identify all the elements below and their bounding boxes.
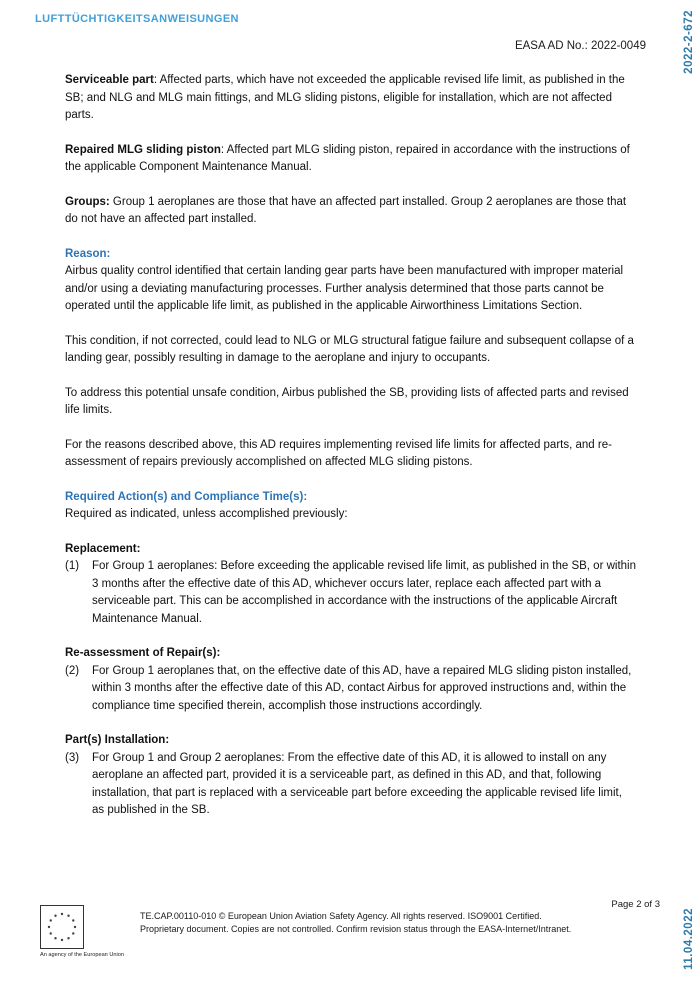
action-item-number: (2) [65,664,80,677]
reason-paragraph: To address this potential unsafe condition, Airbus published the SB, providing lists of affected parts and revised life limits. [65,386,629,416]
definition-serviceable-part [65,72,637,125]
definition-text: : Affected parts, which have not exceeded the applicable revised life limit, as published in the SB; and NLG and MLG main fittings, and MLG sliding pistons, eligible for installation, which are not affected parts. [65,74,625,121]
reason-paragraph: For the reasons described above, this AD requires implementing revised life limits for affected parts, and re-assessment of repairs previously accomplished on affected MLG sliding pistons. [65,438,612,468]
action-item-number: (1) [65,560,80,572]
action-item-1 [65,558,637,628]
page-footer [0,892,700,962]
eu-flag-logo [40,905,84,949]
action-item-text: For Group 1 aeroplanes: Before exceeding the applicable revised life limit, as published in the SB, or within 3 months after the effective date of this AD, whichever occurs later, replace each affected part with a serviceable part. This can be accomplished in accordance with the instructions of the applicable Aircraft Maintenance Manual. [92,560,636,625]
action-item-3 [65,750,637,820]
action-title-parts-installation: Part(s) Installation: [65,734,170,746]
action-item-text: For Group 1 and Group 2 aeroplanes: From the effective date of this AD, it is allowed to install on any aeroplane an affected part, provided it is a serviceable part, as defined in this AD, and that, following installation, that part is replaced with a serviceable part before exceeding the applicable revised life limit, as published in the SB. [92,751,622,816]
definition-groups [65,194,637,229]
margin-date: 11.04.2022 [683,908,695,970]
document-type-header: LUFTTÜCHTIGKEITSANWEISUNGEN [35,13,239,25]
reason-paragraph: This condition, if not corrected, could lead to NLG or MLG structural fatigue failure and subsequent collapse of a landing gear, possibly resulting in damage to the aeroplane and injury to occupants. [65,334,634,364]
action-title-replacement: Replacement: [65,542,141,555]
definition-term: Repaired MLG sliding piston [65,143,221,156]
page-number: Page 2 of 3 [611,899,660,910]
action-item-number: (3) [65,751,80,764]
footer-line-1: TE.CAP.00110-010 © European Union Aviation Safety Agency. All rights reserved. ISO9001 Certified. [140,911,542,921]
definition-term: Groups: [65,195,110,208]
ad-number: EASA AD No.: 2022-0049 [514,40,646,52]
action-item-2 [65,663,637,716]
required-actions-intro: Required as indicated, unless accomplished previously: [65,508,348,520]
definition-repaired-mlg-sliding-piston [65,142,637,177]
document-body [65,72,637,820]
eu-agency-logo-block [40,905,124,958]
reason-paragraph: Airbus quality control identified that certain landing gear parts have been manufactured with improper material and/or using a deviating manufacturing processes. Further analysis determined that those parts cannot be operated until the applicable life limit, as published in the applicable Airworthiness Limitations Section. [65,265,624,312]
margin-reference-number: 2022-2-672 [683,10,695,74]
footer-legal-text [140,910,615,936]
action-title-reassessment: Re-assessment of Repair(s): [65,647,221,659]
footer-line-2: Proprietary document. Copies are not controlled. Confirm revision status through the EASA-Internet/Intranet. [140,924,572,934]
definition-text: Group 1 aeroplanes are those that have an affected part installed. Group 2 aeroplanes are those that do not have an affected part installed. [65,195,627,225]
action-item-text: For Group 1 aeroplanes that, on the effective date of this AD, have a repaired MLG sliding piston installed, within 3 months after the effective date of this AD, contact Airbus for approved instructions and, within the compliance time specified therein, accomplish those instructions accordingly. [92,664,632,712]
section-heading-required-actions: Required Action(s) and Compliance Time(s): [65,490,308,503]
section-heading-reason: Reason: [65,247,111,260]
eu-agency-caption: An agency of the European Union [40,952,124,958]
definition-term: Serviceable part [65,74,154,86]
definition-text: : Affected part MLG sliding piston, repaired in accordance with the instructions of the applicable Component Maintenance Manual. [65,143,630,173]
